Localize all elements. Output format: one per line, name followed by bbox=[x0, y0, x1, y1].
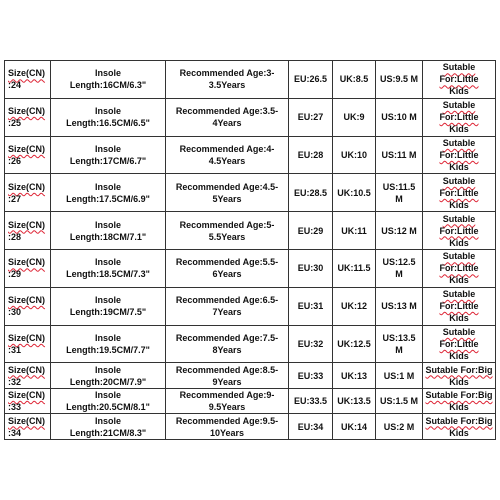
suitable-for-cell bbox=[423, 174, 496, 212]
size-value: :30 bbox=[8, 307, 22, 318]
insole-cell bbox=[51, 287, 166, 325]
age-label: Recommended Age:5- bbox=[179, 219, 275, 230]
age-cell bbox=[166, 98, 289, 136]
suitable-for-label: Sutable For:Little bbox=[439, 62, 479, 85]
age-cell bbox=[166, 363, 289, 389]
us-size-unit: M bbox=[395, 344, 403, 355]
us-size: US:1 M bbox=[383, 370, 415, 381]
eu-size-cell: EU:28 bbox=[289, 136, 333, 174]
insole-label: Insole bbox=[94, 106, 121, 117]
uk-size-cell: UK:10 bbox=[333, 136, 376, 174]
suitable-for-value: Kids bbox=[449, 376, 469, 387]
size-label: Size(CN) bbox=[8, 415, 46, 426]
suitable-for-label: Sutable For:Little bbox=[439, 137, 479, 160]
uk-size-cell: UK:10.5 bbox=[333, 174, 376, 212]
us-size-cell bbox=[376, 287, 423, 325]
table-row bbox=[5, 363, 496, 389]
size-value: :29 bbox=[8, 269, 22, 280]
suitable-for-cell bbox=[423, 287, 496, 325]
uk-size-cell: UK:13 bbox=[333, 363, 376, 389]
size-value: :26 bbox=[8, 155, 22, 166]
age-value: 3.5Years bbox=[208, 80, 246, 91]
us-size-cell bbox=[376, 325, 423, 363]
table-row bbox=[5, 212, 496, 250]
age-label: Recommended Age:5.5- bbox=[175, 257, 279, 268]
uk-size-cell: UK:12.5 bbox=[333, 325, 376, 363]
insole-label: Insole bbox=[94, 415, 121, 426]
age-label: Recommended Age:3- bbox=[179, 68, 275, 79]
insole-length: Length:19CM/7.5" bbox=[69, 307, 147, 318]
suitable-for-cell bbox=[423, 414, 496, 440]
us-size-cell bbox=[376, 174, 423, 212]
insole-cell bbox=[51, 249, 166, 287]
size-value: :28 bbox=[8, 231, 22, 242]
age-cell bbox=[166, 287, 289, 325]
suitable-for-value: Kids bbox=[449, 350, 469, 361]
suitable-for-label: Sutable For:Little bbox=[439, 100, 479, 123]
table-row bbox=[5, 174, 496, 212]
insole-cell bbox=[51, 174, 166, 212]
eu-size-cell: EU:31 bbox=[289, 287, 333, 325]
eu-size-cell: EU:28.5 bbox=[289, 174, 333, 212]
age-cell bbox=[166, 414, 289, 440]
insole-length: Length:16.5CM/6.5" bbox=[66, 118, 150, 129]
size-label: Size(CN) bbox=[8, 390, 46, 401]
size-cell bbox=[5, 363, 51, 389]
size-cell bbox=[5, 287, 51, 325]
suitable-for-label: Sutable For:Big bbox=[425, 415, 493, 426]
size-cell bbox=[5, 136, 51, 174]
size-cell bbox=[5, 212, 51, 250]
size-label: Size(CN) bbox=[8, 219, 46, 230]
age-value: 10Years bbox=[209, 427, 245, 438]
age-value: 5Years bbox=[212, 193, 242, 204]
insole-label: Insole bbox=[94, 332, 121, 343]
insole-cell bbox=[51, 325, 166, 363]
suitable-for-cell bbox=[423, 363, 496, 389]
size-cell bbox=[5, 98, 51, 136]
age-cell bbox=[166, 249, 289, 287]
suitable-for-value: Kids bbox=[449, 402, 469, 413]
us-size: US:12.5 bbox=[382, 257, 416, 268]
insole-label: Insole bbox=[94, 143, 121, 154]
age-label: Recommended Age:9.5- bbox=[175, 415, 279, 426]
size-value: :24 bbox=[8, 80, 22, 91]
age-label: Recommended Age:8.5- bbox=[175, 364, 279, 375]
size-value: :27 bbox=[8, 193, 22, 204]
age-label: Recommended Age:9- bbox=[179, 390, 275, 401]
uk-size-cell: UK:8.5 bbox=[333, 61, 376, 99]
eu-size-cell: EU:34 bbox=[289, 414, 333, 440]
us-size: US:13.5 bbox=[382, 332, 416, 343]
age-label: Recommended Age:4- bbox=[179, 143, 275, 154]
size-cell bbox=[5, 388, 51, 414]
uk-size-cell: UK:14 bbox=[333, 414, 376, 440]
table-row bbox=[5, 414, 496, 440]
size-cell bbox=[5, 414, 51, 440]
table-row bbox=[5, 136, 496, 174]
size-label: Size(CN) bbox=[8, 257, 46, 268]
size-label: Size(CN) bbox=[8, 106, 46, 117]
size-value: :25 bbox=[8, 118, 22, 129]
suitable-for-value: Kids bbox=[449, 161, 469, 172]
table-row bbox=[5, 61, 496, 99]
insole-cell bbox=[51, 212, 166, 250]
age-cell bbox=[166, 212, 289, 250]
suitable-for-label: Sutable For:Little bbox=[439, 326, 479, 349]
insole-label: Insole bbox=[94, 295, 121, 306]
size-label: Size(CN) bbox=[8, 68, 46, 79]
suitable-for-value: Kids bbox=[449, 313, 469, 324]
suitable-for-cell bbox=[423, 136, 496, 174]
size-value: :34 bbox=[8, 427, 22, 438]
table-row bbox=[5, 325, 496, 363]
us-size: US:1.5 M bbox=[379, 396, 418, 407]
insole-length: Length:19.5CM/7.7" bbox=[66, 344, 150, 355]
insole-label: Insole bbox=[94, 219, 121, 230]
us-size: US:12 M bbox=[381, 225, 417, 236]
insole-length: Length:18CM/7.1" bbox=[69, 231, 147, 242]
size-label: Size(CN) bbox=[8, 295, 46, 306]
insole-length: Length:18.5CM/7.3" bbox=[66, 269, 150, 280]
size-value: :33 bbox=[8, 402, 22, 413]
uk-size-cell: UK:11.5 bbox=[333, 249, 376, 287]
size-cell bbox=[5, 174, 51, 212]
insole-cell bbox=[51, 363, 166, 389]
insole-length: Length:17CM/6.7" bbox=[69, 155, 147, 166]
suitable-for-cell bbox=[423, 388, 496, 414]
us-size-unit: M bbox=[395, 269, 403, 280]
us-size-cell bbox=[376, 363, 423, 389]
age-cell bbox=[166, 61, 289, 99]
age-value: 8Years bbox=[212, 344, 242, 355]
insole-cell bbox=[51, 388, 166, 414]
insole-label: Insole bbox=[94, 390, 121, 401]
age-cell bbox=[166, 136, 289, 174]
suitable-for-cell bbox=[423, 212, 496, 250]
table-row bbox=[5, 249, 496, 287]
eu-size-cell: EU:27 bbox=[289, 98, 333, 136]
insole-cell bbox=[51, 98, 166, 136]
age-label: Recommended Age:6.5- bbox=[175, 295, 279, 306]
suitable-for-value: Kids bbox=[449, 237, 469, 248]
us-size-cell bbox=[376, 136, 423, 174]
age-cell bbox=[166, 388, 289, 414]
table-row bbox=[5, 287, 496, 325]
eu-size-cell: EU:33.5 bbox=[289, 388, 333, 414]
age-value: 6Years bbox=[212, 269, 242, 280]
age-label: Recommended Age:7.5- bbox=[175, 332, 279, 343]
suitable-for-label: Sutable For:Little bbox=[439, 251, 479, 274]
eu-size-cell: EU:32 bbox=[289, 325, 333, 363]
insole-length: Length:16CM/6.3" bbox=[69, 80, 147, 91]
age-value: 4.5Years bbox=[208, 155, 246, 166]
eu-size-cell: EU:26.5 bbox=[289, 61, 333, 99]
suitable-for-label: Sutable For:Little bbox=[439, 289, 479, 312]
suitable-for-value: Kids bbox=[449, 86, 469, 97]
uk-size-cell: UK:12 bbox=[333, 287, 376, 325]
age-value: 9.5Years bbox=[208, 402, 246, 413]
uk-size-cell: UK:11 bbox=[333, 212, 376, 250]
age-label: Recommended Age:3.5- bbox=[175, 106, 279, 117]
suitable-for-label: Sutable For:Little bbox=[439, 175, 479, 198]
size-label: Size(CN) bbox=[8, 143, 46, 154]
insole-length: Length:20.5CM/8.1" bbox=[66, 402, 150, 413]
age-label: Recommended Age:4.5- bbox=[175, 181, 279, 192]
us-size-cell bbox=[376, 212, 423, 250]
age-value: 9Years bbox=[212, 376, 242, 387]
insole-length: Length:17.5CM/6.9" bbox=[66, 193, 150, 204]
suitable-for-cell bbox=[423, 98, 496, 136]
size-chart-table bbox=[4, 60, 496, 440]
us-size: US:11.5 bbox=[382, 181, 416, 192]
insole-length: Length:20CM/7.9" bbox=[69, 376, 147, 387]
insole-label: Insole bbox=[94, 257, 121, 268]
suitable-for-value: Kids bbox=[449, 199, 469, 210]
age-value: 7Years bbox=[212, 307, 242, 318]
insole-length: Length:21CM/8.3" bbox=[69, 427, 147, 438]
age-cell bbox=[166, 174, 289, 212]
insole-label: Insole bbox=[94, 68, 121, 79]
insole-label: Insole bbox=[94, 181, 121, 192]
us-size-cell bbox=[376, 388, 423, 414]
size-label: Size(CN) bbox=[8, 364, 46, 375]
table-row bbox=[5, 388, 496, 414]
us-size: US:9.5 M bbox=[379, 74, 418, 85]
size-label: Size(CN) bbox=[8, 181, 46, 192]
us-size-cell bbox=[376, 414, 423, 440]
us-size-cell bbox=[376, 98, 423, 136]
us-size-unit: M bbox=[395, 193, 403, 204]
suitable-for-value: Kids bbox=[449, 124, 469, 135]
uk-size-cell: UK:9 bbox=[333, 98, 376, 136]
us-size: US:2 M bbox=[383, 421, 415, 432]
insole-cell bbox=[51, 414, 166, 440]
insole-cell bbox=[51, 136, 166, 174]
suitable-for-value: Kids bbox=[449, 275, 469, 286]
age-cell bbox=[166, 325, 289, 363]
table-row bbox=[5, 98, 496, 136]
age-value: 5.5Years bbox=[208, 231, 246, 242]
eu-size-cell: EU:33 bbox=[289, 363, 333, 389]
size-cell bbox=[5, 325, 51, 363]
suitable-for-cell bbox=[423, 61, 496, 99]
size-value: :31 bbox=[8, 344, 22, 355]
size-cell bbox=[5, 61, 51, 99]
eu-size-cell: EU:30 bbox=[289, 249, 333, 287]
insole-cell bbox=[51, 61, 166, 99]
suitable-for-cell bbox=[423, 325, 496, 363]
suitable-for-cell bbox=[423, 249, 496, 287]
suitable-for-label: Sutable For:Big bbox=[425, 390, 493, 401]
us-size: US:10 M bbox=[381, 112, 417, 123]
us-size: US:11 M bbox=[381, 149, 417, 160]
suitable-for-value: Kids bbox=[449, 427, 469, 438]
us-size: US:13 M bbox=[381, 301, 417, 312]
suitable-for-label: Sutable For:Big bbox=[425, 364, 493, 375]
eu-size-cell: EU:29 bbox=[289, 212, 333, 250]
uk-size-cell: UK:13.5 bbox=[333, 388, 376, 414]
size-cell bbox=[5, 249, 51, 287]
us-size-cell bbox=[376, 249, 423, 287]
us-size-cell bbox=[376, 61, 423, 99]
age-value: 4Years bbox=[212, 118, 242, 129]
insole-label: Insole bbox=[94, 364, 121, 375]
size-label: Size(CN) bbox=[8, 332, 46, 343]
size-value: :32 bbox=[8, 376, 22, 387]
suitable-for-label: Sutable For:Little bbox=[439, 213, 479, 236]
